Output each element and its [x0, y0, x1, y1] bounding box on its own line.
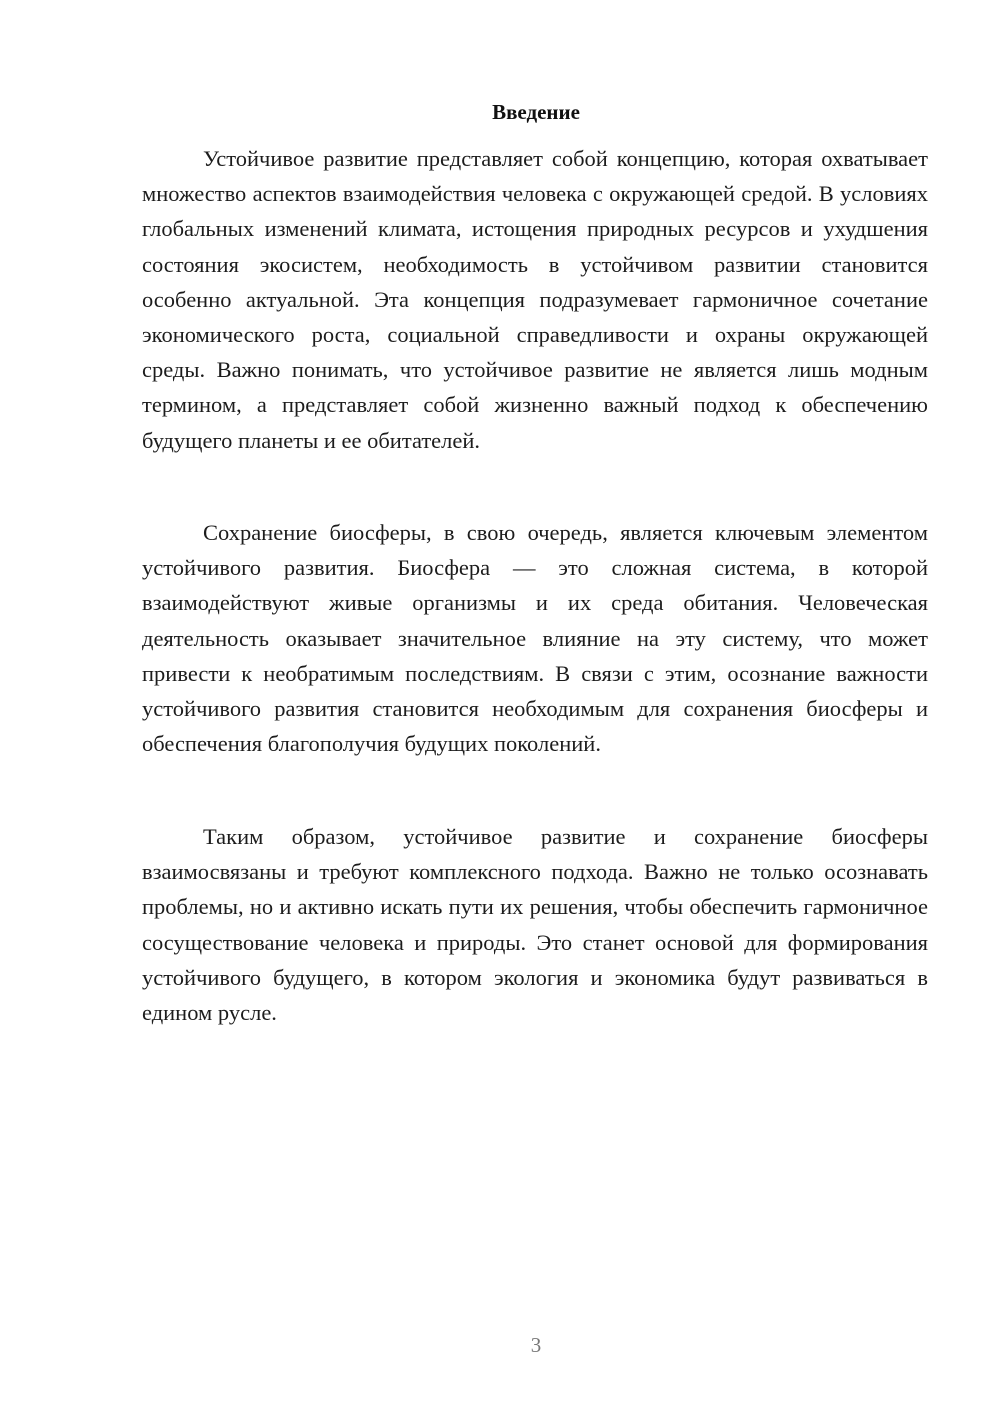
paragraph-1: Устойчивое развитие представляет собой концепцию, которая охватывает множество аспектов взаимодействия человека с окружающей средой. В условиях глобальных изменений климата, истощения природных ресурсов и ухудшения состояния экосистем, необходимость в устойчивом развитии становится особенно актуальной. Эта концепция подразумевает гармоничное сочетание экономического роста, социальной справедливости и охраны окружающей среды. Важно понимать, что устойчивое развитие не является лишь модным термином, а представляет собой жизненно важный подход к обеспечению будущего планеты и ее обитателей.	[142, 146, 928, 453]
paragraph-3: Таким образом, устойчивое развитие и сохранение биосферы взаимосвязаны и требуют комплексного подхода. Важно не только осознавать проблемы, но и активно искать пути их решения, чтобы обеспечить гармоничное сосуществование человека и природы. Это станет основой для формирования устойчивого будущего, в котором экология и экономика будут развиваться в едином русле.	[142, 824, 928, 1026]
page-number: 3	[530, 1333, 542, 1357]
section-heading: Введение	[492, 100, 580, 124]
paragraph-2: Сохранение биосферы, в свою очередь, является ключевым элементом устойчивого развития. Биосфера — это сложная система, в которой взаимодействуют живые организмы и их среда обитания. Человеческая деятельность оказывает значительное влияние на эту систему, что может привести к необратимым последствиям. В связи с этим, осознание важности устойчивого развития становится необходимым для сохранения биосферы и обеспечения благополучия будущих поколений.	[142, 520, 928, 757]
